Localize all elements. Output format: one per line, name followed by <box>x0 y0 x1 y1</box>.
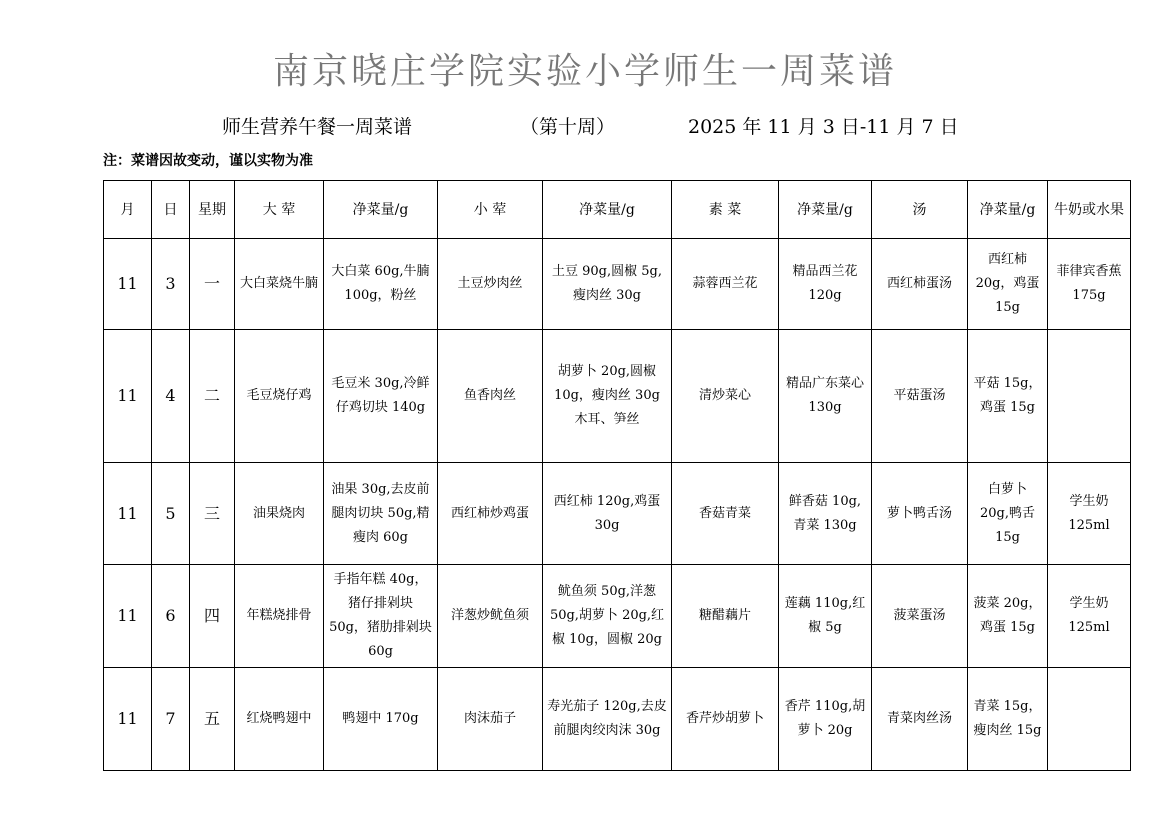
cell-day: 3 <box>152 239 190 330</box>
cell-vegetable: 糖醋藕片 <box>672 565 779 668</box>
cell-soup-amount: 青菜 15g，瘦肉丝 15g <box>968 668 1048 771</box>
cell-vegetable-amount: 鲜香菇 10g,青菜 130g <box>779 463 872 565</box>
cell-milk-or-fruit: 学生奶 125ml <box>1048 565 1131 668</box>
header-weekday: 星期 <box>190 181 235 239</box>
cell-soup-amount: 平菇 15g，鸡蛋 15g <box>968 330 1048 463</box>
cell-vegetable: 蒜蓉西兰花 <box>672 239 779 330</box>
cell-main-meat-amount: 手指年糕 40g，猪仔排剁块 50g，猪肋排剁块 60g <box>324 565 438 668</box>
header-main-meat-amount: 净菜量/g <box>324 181 438 239</box>
cell-day: 6 <box>152 565 190 668</box>
header-side-meat: 小 荤 <box>438 181 543 239</box>
week-label: （第十周） <box>520 116 616 138</box>
cell-vegetable-amount: 精品广东菜心 130g <box>779 330 872 463</box>
cell-vegetable: 香菇青菜 <box>672 463 779 565</box>
cell-main-meat: 油果烧肉 <box>235 463 324 565</box>
table-header-row <box>104 181 1131 239</box>
cell-vegetable: 香芹炒胡萝卜 <box>672 668 779 771</box>
page-title: 南京晓庄学院实验小学师生一周菜谱 <box>272 51 897 92</box>
table-row <box>104 668 1131 771</box>
cell-main-meat: 红烧鸭翅中 <box>235 668 324 771</box>
cell-soup-amount: 白萝卜 20g,鸭舌 15g <box>968 463 1048 565</box>
cell-main-meat-amount: 毛豆米 30g,冷鲜仔鸡切块 140g <box>324 330 438 463</box>
cell-soup: 青菜肉丝汤 <box>872 668 968 771</box>
cell-side-meat: 洋葱炒鱿鱼须 <box>438 565 543 668</box>
cell-side-meat: 鱼香肉丝 <box>438 330 543 463</box>
header-side-meat-amount: 净菜量/g <box>543 181 672 239</box>
table-row <box>104 463 1131 565</box>
cell-weekday: 二 <box>190 330 235 463</box>
cell-month: 11 <box>104 463 152 565</box>
cell-side-meat: 西红柿炒鸡蛋 <box>438 463 543 565</box>
cell-day: 7 <box>152 668 190 771</box>
cell-side-meat-amount: 胡萝卜 20g,圆椒 10g，瘦肉丝 30g 木耳、笋丝 <box>543 330 672 463</box>
cell-month: 11 <box>104 565 152 668</box>
cell-main-meat-amount: 鸭翅中 170g <box>324 668 438 771</box>
header-milk-or-fruit: 牛奶或水果 <box>1048 181 1131 239</box>
cell-side-meat-amount: 土豆 90g,圆椒 5g,瘦肉丝 30g <box>543 239 672 330</box>
table-row <box>104 330 1131 463</box>
cell-soup: 萝卜鸭舌汤 <box>872 463 968 565</box>
cell-weekday: 三 <box>190 463 235 565</box>
cell-vegetable-amount: 莲藕 110g,红椒 5g <box>779 565 872 668</box>
cell-soup: 菠菜蛋汤 <box>872 565 968 668</box>
date-range: 2025 年 11 月 3 日-11 月 7 日 <box>688 116 959 138</box>
cell-vegetable: 清炒菜心 <box>672 330 779 463</box>
header-month: 月 <box>104 181 152 239</box>
cell-month: 11 <box>104 239 152 330</box>
menu-subtitle: 师生营养午餐一周菜谱 <box>222 116 413 138</box>
cell-main-meat: 大白菜烧牛腩 <box>235 239 324 330</box>
cell-main-meat: 毛豆烧仔鸡 <box>235 330 324 463</box>
header-soup: 汤 <box>872 181 968 239</box>
cell-month: 11 <box>104 330 152 463</box>
cell-month: 11 <box>104 668 152 771</box>
header-soup-amount: 净菜量/g <box>968 181 1048 239</box>
cell-soup: 西红柿蛋汤 <box>872 239 968 330</box>
cell-weekday: 四 <box>190 565 235 668</box>
cell-side-meat: 肉沫茄子 <box>438 668 543 771</box>
cell-main-meat: 年糕烧排骨 <box>235 565 324 668</box>
cell-main-meat-amount: 大白菜 60g,牛腩 100g，粉丝 <box>324 239 438 330</box>
disclaimer-note: 注：菜谱因故变动，谨以实物为准 <box>103 153 313 169</box>
table-row <box>104 565 1131 668</box>
cell-day: 4 <box>152 330 190 463</box>
cell-side-meat-amount: 鱿鱼须 50g,洋葱 50g,胡萝卜 20g,红椒 10g，圆椒 20g <box>543 565 672 668</box>
cell-soup-amount: 菠菜 20g，鸡蛋 15g <box>968 565 1048 668</box>
cell-vegetable-amount: 香芹 110g,胡萝卜 20g <box>779 668 872 771</box>
weekly-menu-table <box>103 180 1131 771</box>
cell-day: 5 <box>152 463 190 565</box>
header-vegetable: 素 菜 <box>672 181 779 239</box>
cell-side-meat-amount: 寿光茄子 120g,去皮前腿肉绞肉沫 30g <box>543 668 672 771</box>
cell-milk-or-fruit: 菲律宾香蕉 175g <box>1048 239 1131 330</box>
cell-milk-or-fruit <box>1048 330 1131 463</box>
cell-vegetable-amount: 精品西兰花 120g <box>779 239 872 330</box>
cell-weekday: 一 <box>190 239 235 330</box>
cell-weekday: 五 <box>190 668 235 771</box>
cell-milk-or-fruit <box>1048 668 1131 771</box>
header-day: 日 <box>152 181 190 239</box>
cell-soup: 平菇蛋汤 <box>872 330 968 463</box>
cell-side-meat-amount: 西红柿 120g,鸡蛋 30g <box>543 463 672 565</box>
cell-main-meat-amount: 油果 30g,去皮前腿肉切块 50g,精瘦肉 60g <box>324 463 438 565</box>
cell-soup-amount: 西红柿 20g，鸡蛋 15g <box>968 239 1048 330</box>
table-row <box>104 239 1131 330</box>
cell-milk-or-fruit: 学生奶 125ml <box>1048 463 1131 565</box>
header-main-meat: 大 荤 <box>235 181 324 239</box>
header-vegetable-amount: 净菜量/g <box>779 181 872 239</box>
cell-side-meat: 土豆炒肉丝 <box>438 239 543 330</box>
